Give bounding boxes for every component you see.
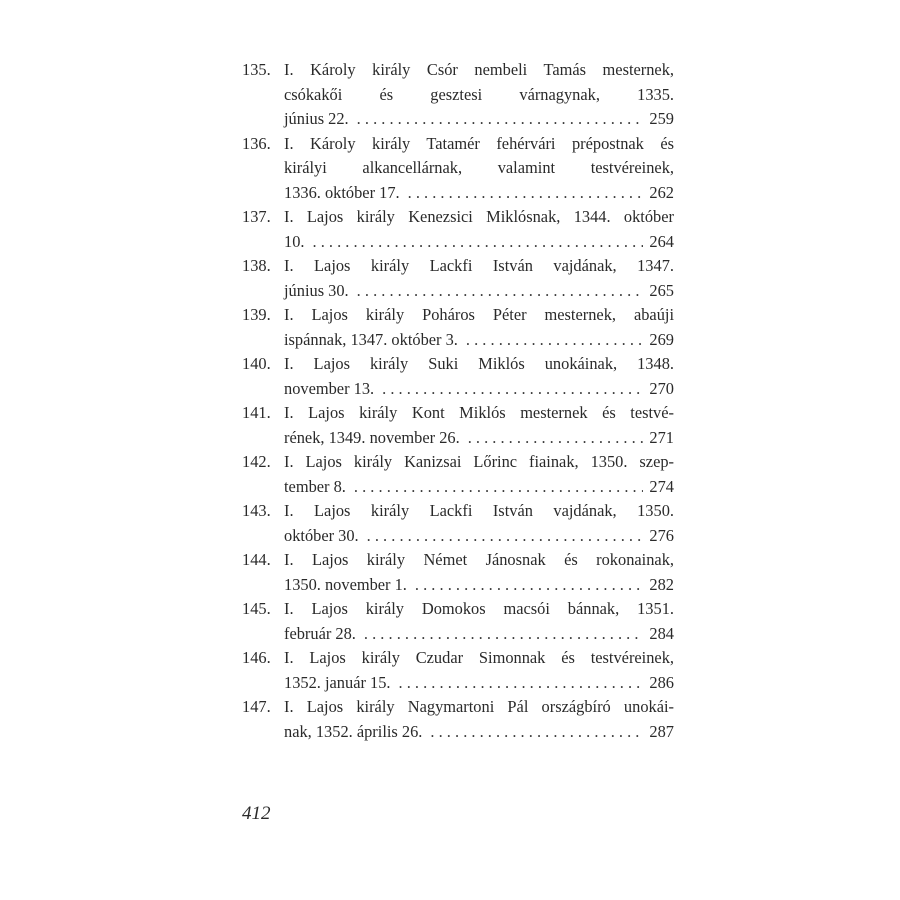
entry-date: június 22. — [284, 109, 349, 128]
entry-page-number: 262 — [649, 182, 674, 202]
dot-leader — [408, 181, 644, 206]
entry-number: 140. — [242, 354, 271, 373]
entry-page-number: 286 — [649, 672, 674, 692]
entry-page-number: 282 — [649, 574, 674, 594]
entry-number: 147. — [242, 697, 271, 716]
entry-number: 139. — [242, 305, 271, 324]
entry-page-number: 287 — [649, 721, 674, 741]
toc-entry — [242, 548, 674, 597]
entry-title-line: I. Lajos király Nagymartoni Pál országbíró unokái- — [284, 697, 674, 716]
entry-page-number: 274 — [649, 476, 674, 496]
entry-date: október 30. — [284, 525, 359, 545]
dot-leader — [357, 279, 644, 304]
dot-leader — [364, 622, 644, 647]
entry-leader-line — [284, 524, 674, 549]
entry-leader-line — [284, 328, 674, 353]
entry-title-line: I. Lajos király Kanizsai Lőrinc fiainak, 1350. szep- — [284, 452, 674, 471]
dot-leader — [399, 671, 644, 696]
dot-leader — [357, 107, 644, 132]
entry-date: 10. — [284, 231, 305, 251]
toc-entry — [242, 499, 674, 548]
toc-entry — [242, 695, 674, 744]
entry-page-number: 276 — [649, 525, 674, 545]
entry-date: nak, 1352. április 26. — [284, 721, 423, 741]
entry-number: 137. — [242, 207, 271, 226]
entry-number: 141. — [242, 403, 271, 422]
toc-entry — [242, 205, 674, 254]
entry-title-line: csókakői és gesztesi várnagynak, 1335. — [284, 84, 674, 104]
entry-title-line: I. Lajos király Domokos macsói bánnak, 1351. — [284, 599, 674, 618]
toc-entry — [242, 597, 674, 646]
dot-leader — [367, 524, 644, 549]
entry-date: 1350. november 1. — [284, 574, 407, 594]
entry-date: tember 8. — [284, 476, 346, 496]
entry-date: november 13. — [284, 378, 375, 398]
entry-leader-line — [284, 622, 674, 647]
dot-leader — [354, 475, 644, 500]
entry-leader-line — [284, 181, 674, 206]
entry-title-line: I. Lajos király Czudar Simonnak és testvéreinek, — [284, 648, 674, 667]
entry-date: rének, 1349. november 26. — [284, 427, 460, 447]
toc-entry — [242, 352, 674, 401]
dot-leader — [415, 573, 644, 598]
entry-leader-line — [284, 377, 674, 402]
entry-title-line: I. Lajos király Német Jánosnak és rokonainak, — [284, 550, 674, 569]
page-number: 412 — [242, 803, 271, 824]
entry-page-number: 269 — [649, 329, 674, 349]
entry-leader-line — [284, 573, 674, 598]
toc-entry — [242, 450, 674, 499]
entry-number: 143. — [242, 501, 271, 520]
entry-leader-line — [284, 671, 674, 696]
toc-entry — [242, 254, 674, 303]
entry-page-number: 284 — [649, 623, 674, 643]
entry-page-number: 264 — [649, 231, 674, 251]
toc-entry — [242, 58, 674, 132]
dot-leader — [313, 230, 644, 255]
entry-title-line: I. Károly király Csór nembeli Tamás mesternek, — [284, 60, 674, 79]
entry-number: 142. — [242, 452, 271, 471]
entry-leader-line — [284, 279, 674, 304]
entry-number: 135. — [242, 60, 271, 79]
entry-number: 136. — [242, 133, 271, 153]
toc-entry — [242, 132, 674, 206]
toc-entry — [242, 646, 674, 695]
entry-leader-line — [284, 426, 674, 451]
dot-leader — [382, 377, 643, 402]
entry-page-number: 265 — [649, 280, 674, 300]
entry-date: február 28. — [284, 623, 356, 643]
entry-title-line: I. Lajos király Poháros Péter mesternek, abaúji — [284, 305, 674, 324]
dot-leader — [430, 720, 643, 745]
entry-page-number: 270 — [649, 378, 674, 398]
entry-date: 1352. január 15. — [284, 672, 391, 692]
entry-title-line: I. Lajos király Lackfi István vajdának, 1350. — [284, 501, 674, 520]
entry-page-number: 259 — [649, 109, 674, 128]
dot-leader — [468, 426, 644, 451]
entry-leader-line — [284, 720, 674, 745]
entry-date: június 30. — [284, 280, 349, 300]
entry-title-line: I. Lajos király Kenezsici Miklósnak, 1344. október — [284, 207, 674, 226]
dot-leader — [466, 328, 644, 353]
entry-title-line: I. Károly király Tatamér fehérvári prépostnak és — [284, 133, 674, 153]
entry-leader-line — [284, 230, 674, 255]
entry-title-line: I. Lajos király Suki Miklós unokáinak, 1348. — [284, 354, 674, 373]
toc-entry — [242, 401, 674, 450]
entry-title-line: királyi alkancellárnak, valamint testvéreinek, — [284, 158, 674, 177]
entry-number: 146. — [242, 648, 271, 667]
entry-title-line: I. Lajos király Lackfi István vajdának, 1347. — [284, 256, 674, 275]
entry-leader-line — [284, 475, 674, 500]
entry-date: ispánnak, 1347. október 3. — [284, 329, 458, 349]
entry-page-number: 271 — [649, 427, 674, 447]
entry-number: 145. — [242, 599, 271, 618]
entry-date: 1336. október 17. — [284, 182, 400, 202]
toc-entry — [242, 303, 674, 352]
entry-number: 138. — [242, 256, 271, 275]
entry-leader-line — [284, 107, 674, 132]
table-of-contents — [242, 58, 674, 744]
entry-number: 144. — [242, 550, 271, 569]
entry-title-line: I. Lajos király Kont Miklós mesternek és testvé- — [284, 403, 674, 422]
